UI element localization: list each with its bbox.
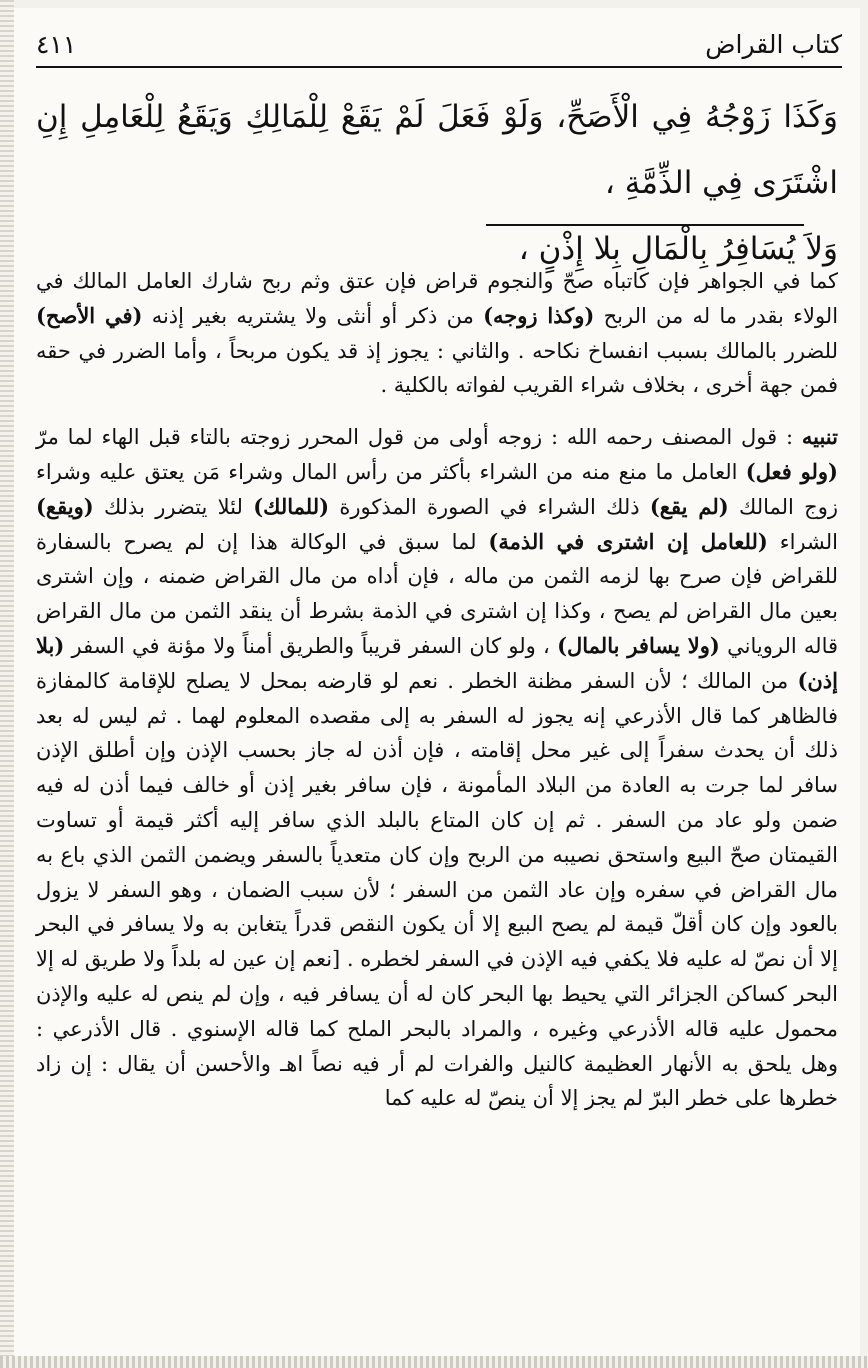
quoted-matn: (ولو فعل) [745,458,838,484]
commentary-segment: ، ولو كان السفر قريباً والطريق أمناً ولا مؤنة في السفر [64,633,558,658]
matn-line: وَكَذَا زَوْجُهُ فِي الْأَصَحِّ، وَلَوْ فَعَلَ لَمْ يَقَعْ لِلْمَالِكِ وَيَقَعُ لِلْعَامِلِ إِنِ اشْتَرَى فِي الذِّمَّةِ ، [36,99,838,201]
page-edge-bottom [0,1356,868,1368]
commentary-text [36,264,838,1116]
header-rule [36,66,842,68]
quoted-matn: (ويقع) [36,493,94,519]
commentary-segment: من ذكر أو أنثى ولا يشتريه بغير إذنه [142,303,484,328]
quoted-matn: (لم يقع) [649,493,729,519]
page-edge-left [0,0,14,1368]
commentary-segment: من المالك ؛ لأن السفر مظنة الخطر . نعم لو قارضه بمحل لا يصلح للإقامة كالمفازة فالظاهر كما قال الأذرعي إنه يجوز له السفر به إلى مقصده المعلوم لهما . ثم ليس له بعد ذلك أن يحدث سفراً إلى غير محل إقامته ، فإن أذن له جاز بحسب الإذن وإن أطلق الإذن سافر لما جرت به العادة من البلاد المأمونة ، فإن سافر بغير إذن أو خالف فيما أذن له فيه ضمن ولو عاد من السفر . ثم إن كان المتاع بالبلد الذي سافر إليه أكثر قيمة أو تساوت القيمتان صحّ البيع واستحق نصيبه من الربح وإن كان متعدياً بالسفر ويضمن الثمن الذي باع به مال القراض في سفره وإن عاد الثمن من السفر ؛ لأن سبب الضمان ، وهو السفر لا يزول بالعود وإن كان أقلّ قيمة لم يصح البيع إلا أن يكون النقص قدراً يتغابن به ولا يسافر في البحر إلا أن نصّ له عليه فلا يكفي فيه الإذن في السفر لخطره . [نعم إن عين له بلداً ولا طريق له إلا البحر كساكن الجزائر التي يحيط بها البحر كان له أن يسافر فيه ، وإن لم ينص له عليه والإذن محمول عليه قاله الأذرعي وغيره ، والمراد بالبحر الملح كما قاله الإسنوي . قال الأذرعي : وهل يلحق به الأنهار العظيمة كالنيل والفرات لم أر فيه نصاً اهـ والأحسن أن يقال : إن زاد خطرها على خطر البرّ لم يجز إلا أن ينصّ له عليه كما [36,668,838,1111]
matn-separator-rule [486,224,804,226]
page-number: ٤١١ [36,30,77,59]
commentary-paragraph [36,264,838,403]
commentary-segment: لما سبق في الوكالة هذا إن لم يصرح بالسفارة للقراض فإن صرح بها لزمه الثمن من ماله ، فإن أداه من مال القراض ضمنه ، وإن اشترى بعين مال القراض لم يصح ، وكذا إن اشترى في الذمة بشرط أن ينقد الثمن من مال القراض قاله الروياني [36,529,839,658]
matn-text [36,84,838,282]
commentary-segment: : قول المصنف رحمه الله : زوجه أولى من قول المحرر زوجته بالتاء قبل الهاء لما مرّ [36,425,802,450]
quoted-matn: (بلا إذن) [36,632,838,693]
commentary-segment: لئلا يتضرر بذلك [93,494,254,519]
quoted-matn: (للمالك) [253,493,330,519]
matn-line: وَلاَ يُسَافِرُ بِالْمَالِ بِلا إِذْنٍ ، [518,231,838,267]
commentary-segment: للضرر بالمالك بسبب انفساخ نكاحه . والثاني : يجوز إذ قد يكون مربحاً ، وأما الضرر في حقه فمن جهة أخرى ، بخلاف شراء القريب لفواته بالكلية . [36,338,838,398]
page-header [36,28,842,68]
quoted-matn: (ولا يسافر بالمال) [557,632,720,658]
commentary-segment: الشراء [767,529,838,554]
commentary-paragraph [36,420,838,1116]
commentary-segment: ذلك الشراء في الصورة المذكورة [329,494,650,519]
quoted-matn: (للعامل إن اشترى في الذمة) [488,528,768,554]
commentary-segment: كما في الجواهر فإن كاتباه صحّ والنجوم قراض فإن عتق وثم ربح شارك العامل المالك في الولاء بقدر ما له من الربح [36,269,839,328]
quoted-matn: (في الأصح) [36,302,143,328]
commentary-segment: العامل ما منع منه من الشراء بأكثر من رأس المال وشراء مَن يعتق عليه وشراء زوج المالك [36,459,838,519]
quoted-matn: (وكذا زوجه) [483,302,595,328]
note-heading: تنبيه [801,424,838,450]
running-title: كتاب القراض [705,30,842,59]
